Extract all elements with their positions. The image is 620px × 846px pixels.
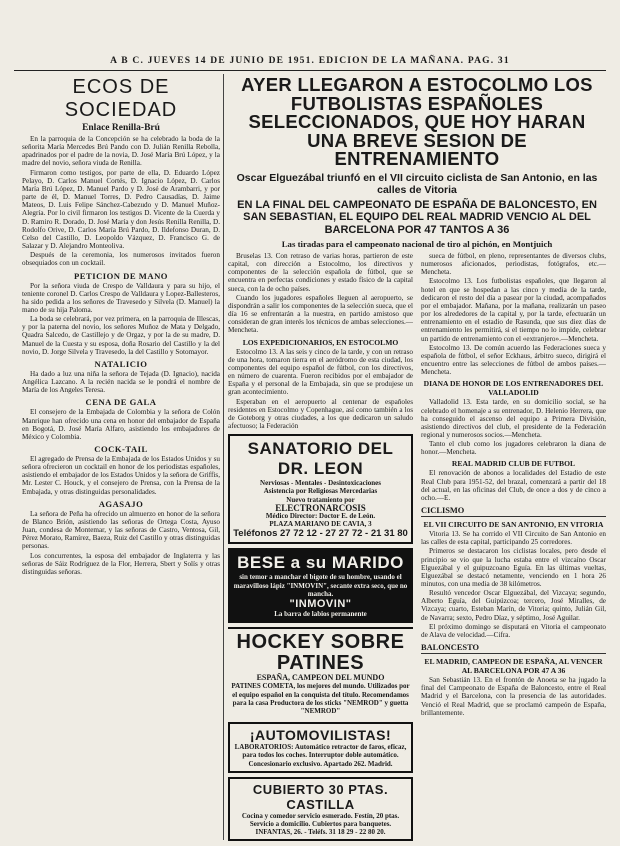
hockey-headline: ESPAÑA, CAMPEON DEL MUNDO: [256, 673, 385, 683]
brussels-paragraph: Cuando los jugadores españoles lleguen al aeropuerto, se dispondrán a salir los componentes de la selección sueca, que el día 16 se enfrentarán a la nuestra, en partido amistoso que consideran de gran interés los técnicos de ambas selecciones.—Mencheta.: [228, 293, 413, 335]
basketball-deck: EN LA FINAL DEL CAMPEONATO DE ESPAÑA DE BALONCESTO, EN SAN SEBASTIAN, EL EQUIPO DEL REAL MADRID VENCIO AL DEL BARCELONA POR 47 TANTOS A 36: [237, 198, 597, 236]
society-section-title: ECOS DE SOCIEDAD: [64, 76, 178, 121]
automobile-ad: [228, 722, 413, 773]
birth-paragraph: Ha dado a luz una niña la señora de Tejada (D. Ignacio), nacida Angélica Lazcano. A la recién nacida se le pondrá el nombre de María de los Angeles Teresa.: [22, 369, 220, 395]
wedding-paragraph: Firmaron como testigos, por parte de ella, D. Eduardo López Pelayo, D. Carlos Manuel Cortés, D. Ignacio López, D. Carlos María Brú López, D. Manuel Pardo y D. José de Arambarri, y por parte de él, D. Manuel Torres, D. Pedro Causadías, D. Jaime Mateos, D. Luis Felipe Sánchez-Cabezudo y D. Manuel Muñoz-Alegría. Por lo civil firmaron los testigos D. Vicente de la Cuerda y D. Ramiro R. Dorado, D. José María y don Jesús Renilla Renilla, D. Rodolfo Orive, D. Carlos María Brú Pardo, D. Ildefonso Duran, D. Celso del Castillo, D. Leopoldo Vázquez, D. Francisco G. de Salazar y D. Alejandro Monteoliva.: [22, 168, 220, 251]
bese-ad: [228, 548, 413, 623]
bese-text: sin temor a manchar el bigote de su hombre, usando el maravilloso lápiz "INMOVIN", secante extra seco, que no mancha.: [233, 573, 408, 598]
automobile-title: ¡AUTOMOVILISTAS!: [249, 727, 392, 744]
dinner-paragraph: El consejero de la Embajada de Colombia y la señora de Colón Manrique han ofrecido una cena en honor del embajador de España en Bogotá, D. José María Alfaro, asistiendo los embajadores de México y Colombia.: [22, 408, 220, 441]
shooting-paragraph: Tanto el club como los jugadores celebraron la diana de honor.—Mencheta.: [421, 440, 606, 457]
cycling-paragraph: El próximo domingo se disputará en Vitoria el campeonato de Alava de velocidad.—Cifra.: [421, 622, 606, 639]
header-rule: [14, 70, 606, 71]
cycling-deck: Oscar Elguezábal triunfó en el VII circuito ciclista de San Antonio, en las calles de Vitoria: [236, 171, 598, 196]
birth-title: NATALICIO: [94, 358, 148, 369]
cocktail-paragraph: El agregado de Prensa de la Embajada de los Estados Unidos y su señora ofrecieron un cocktail en honor de los periodistas españoles, asistiendo el embajador de los Estados Unidos y la señora de Griffis, Mr. Lester C. Houck, y el consejero de Prensa, con la Prensa de la Embajada, y otras distinguidas personalidades.: [22, 455, 220, 496]
cycling-paragraph: Primeros se destacaron los ciclistas locales, pero desde el principio se vio que la lucha estaba entre el vizcaíno Oscar Elguezábal y el guipuzcoano Eguía. En las últimas vueltas, Elguezábal se destacó netamente, venciendo en 1 hora 26 minutos, con una media de 38 kilómetros.: [421, 547, 606, 588]
running-head: A B C. JUEVES 14 DE JUNIO DE 1951. EDICION DE LA MAÑANA. PAG. 31: [110, 56, 510, 66]
dinner-title: CENA DE GALA: [85, 397, 157, 408]
pigeon-shooting-deck: Las tiradas para el campeonato nacional de tiro al pichón, en Montjuich: [281, 239, 553, 249]
automobile-text: LABORATORIOS: Automático retractor de faros, eficaz, para todos los coches. Interruptor doble automático. Concesionario exclusivo. Apartado 262. Madrid.: [234, 743, 407, 768]
two-column-body: [228, 252, 606, 844]
hockey-text: PATINES COMETA, los mejores del mundo. Utilizados por el equipo español en la conquista del título. Recomendamos para la casa Productora de los sticks "NEMROD" y guetta "NEMROD": [231, 682, 410, 715]
inner-right-column: [421, 252, 606, 844]
sanatorio-phones: Teléfonos 27 72 12 - 27 27 72 - 21 31 80: [233, 528, 408, 540]
basketball-label: BALONCESTO: [421, 643, 606, 654]
castilla-title: CUBIERTO 30 PTAS. CASTILLA: [252, 781, 389, 812]
sports-area: [228, 74, 606, 844]
football-paragraph: Estocolmo 13. De común acuerdo las Federaciones sueca y española de fútbol, el señor Eckhaus, árbitro sueco, dirigirá el encuentro entre las selecciones de fútbol de ambos países.—Mencheta.: [421, 343, 606, 377]
cocktail-title: COCK-TAIL: [94, 444, 148, 454]
column-divider: [223, 74, 224, 840]
petition-title: PETICION DE MANO: [74, 270, 168, 281]
basketball-title: EL MADRID, CAMPEON DE ESPAÑA, AL VENCER AL BARCELONA POR 47 A 36: [424, 657, 603, 676]
basketball-paragraph: San Sebastián 13. En el frontón de Anoeta se ha jugado la final del Campeonato de España de Baloncesto, entre el Real Madrid y el Barcelona, con la presencia de las autoridades. Venció el Real Madrid, que se proclamó campeón de España, brillantemente.: [421, 676, 606, 717]
hockey-title: HOCKEY SOBRE PATINES: [236, 631, 405, 675]
society-column: [22, 74, 220, 844]
wedding-paragraph: En la parroquia de la Concepción se ha celebrado la boda de la señorita María Mercedes Brú Pando con D. Julián Renilla Rebolla, apadrinados por el padre de la novia, D. José María Brú López, y la madre del novio, señora viuda de Renilla.: [22, 135, 220, 168]
bese-tagline: La barra de labios permanente: [274, 609, 367, 618]
real-madrid-title: REAL MADRID CLUB DE FUTBOL: [451, 459, 576, 469]
wedding-paragraph: Después de la ceremonia, los numerosos invitados fueron obsequiados con un cocktail.: [22, 251, 220, 268]
cycling-label: CICLISMO: [421, 506, 606, 517]
sanatorio-line: Nerviosas - Mentales - Desintoxicaciones: [260, 479, 381, 488]
homage-paragraph: La señora de Peña ha ofrecido un almuerzo en honor de la señora de Blanco Brión, asistiendo las señoras de Ortega Costa, Ayuso Juan, condesa de Montemar, y las señoras de Castro, Ventosa, Gil, Pérez Morato, Ramírez, Baeza, Ruiz del Castillo y otras distinguidas personas.: [22, 509, 220, 551]
castilla-ad: [228, 777, 413, 842]
sanatorio-line: Médico Director: Doctor E. de León.: [265, 511, 376, 520]
expedition-paragraph: Estocolmo 13. A las seis y cinco de la tarde, y con un retraso de una hora, tomaron tierra en el aeródromo de esta ciudad, los componentes del equipo español de fútbol, con los directivos, en número de cuarenta. Fueron recibidos por el embajador de España y el personal de la Embajada, sin que se produjese un gran acontecimiento.: [228, 347, 413, 397]
sanatorio-ad: [228, 434, 413, 544]
sanatorio-line: ELECTRONARCOSIS: [275, 502, 366, 513]
wedding-title: Enlace Renilla-Brú: [82, 123, 160, 133]
petition-paragraph: Por la señora viuda de Crespo de Valldaura y para su hijo, el teniente coronel D. Carlos Crespo de Valldaura y Lopez-Ballesteros, ha sido pedida a los señores de Travesedo y Silvela (D. Manuel) la mano de su hija Paloma.: [22, 281, 220, 314]
shooting-title: DIANA DE HONOR DE LOS ENTRENADORES DEL VALLADOLID: [423, 379, 604, 398]
sanatorio-name: SANATORIO DEL DR. LEON: [247, 439, 394, 479]
cycling-title: EL VII CIRCUITO DE SAN ANTONIO, EN VITORIA: [423, 520, 604, 530]
football-paragraph: sueca de fútbol, en pleno, representantes de diversos clubs, numerosos aficionados, periodistas, fotógrafos, etc.—Mencheta.: [421, 252, 606, 277]
expedition-paragraph: Esperaban en el aeropuerto al centenar de españoles residentes en Estocolmo y Copenhague, así como también a los de Goteborg y otras ciudades, a los que dedicaron un saludo afectuoso; la Federación: [228, 397, 413, 430]
main-headline: AYER LLEGARON A ESTOCOLMO LOS FUTBOLISTAS ESPAÑOLES SELECCIONADOS, QUE HOY HARAN UNA BREVE SESION DE ENTRENAMIENTO: [241, 74, 593, 169]
homage-paragraph: Los concurrentes, la esposa del embajador de Inglaterra y las señoras de Sáiz Rodríguez de la Flor, Herrera, Sbert y Solís y otras distinguidas señoras.: [22, 551, 220, 576]
homage-title: AGASAJO: [98, 498, 144, 509]
inner-left-column: [228, 252, 413, 844]
hockey-ad: [228, 627, 413, 718]
castilla-text: Cocina y comedor servicio esmerado. Festín, 20 ptas. Servicio a domicilio. Cubiertos para banquetes. INFANTAS, 26. - Teléfs. 31 18 29 - 22 80 20.: [241, 811, 400, 837]
sanatorio-address: PLAZA MARIANO DE CAVIA, 3: [269, 520, 372, 529]
sanatorio-line: Asistencia por Religiosas Mercedarias: [263, 487, 378, 496]
cycling-paragraph: Vitoria 13. Se ha corrido el VII Circuito de San Antonio en las calles de esta capital, participando 25 corredores.: [421, 530, 606, 547]
shooting-paragraph: Valladolid 13. Esta tarde, en su domicilio social, se ha celebrado el homenaje a su entrenador, D. Helenio Herrera, que ha conseguido el ascenso del equipo a Primera División, asistiendo directivos del club, el presidente de la Federación regional y numerosos socios.—Mencheta.: [421, 398, 606, 439]
cycling-paragraph: Resultó vencedor Oscar Elguezábal, del Vizcaya; segundo, Alberto Eguía, del Guipúzcoa; tercero, José Miralles, de Vizcaya; cuarto, Esteban Marín, de Vitoria; quinto, Julián Gil, de Navarra; sexto, Pedro Díaz, y séptimo, José Aguilar.: [421, 589, 606, 622]
bese-brand: "INMOVIN": [289, 597, 352, 610]
brussels-paragraph: Bruselas 13. Con retraso de varias horas, partieron de este capital, con dirección a Estocolmo, los directivos y componentes de la selección española de fútbol, que se encuentra en perfectas condiciones y estado físico de la capital sueca, con la de ocho países.: [228, 252, 413, 293]
petition-paragraph: La boda se celebrará, por vez primera, en la parroquia de Illescas, y por la paterna del novio, los señores Muñoz de Mata y Delgado, Quadra Salcedo, de Castillejo y de Orgaz, y por la de su madre, D. Manuel de la Cuesta y su esposa, doña Rosario del Castillo y la del novio, D. Jorge Silvela y Travesedo, la del Castillo y Sotomayor.: [22, 315, 220, 356]
expedition-title: LOS EXPEDICIONARIOS, EN ESTOCOLMO: [242, 337, 399, 347]
real-madrid-paragraph: El renovación de abonos a localidades del Estadio de este Real Club para 1951-52, del brazal, comenzará a partir del 18 del actual, en las oficinas del Club, de once a dos y de cinco a ocho.—E.: [421, 469, 606, 502]
football-paragraph: Estocolmo 13. Los futbolistas españoles, que llegaron al hotel en que se hospedan a las cinco y media de la tarde, dedicaron el resto del día a pasear por la ciudad, acompañados por el embajador. Mañana, por la mañana, realizarán un paseo por los alrededores de la capital y, por la tarde, efectuarán un entrenamiento en el estadio de Rasunda, que sus diez días de entrenamiento les permitirá, si el tiempo no lo impide, celebrar un partido de entrenamiento con el «extranjero».—Mencheta.: [421, 277, 606, 343]
sanatorio-line: Nuevo tratamiento por: [286, 495, 355, 504]
bese-title: BESE a su MARIDO: [237, 553, 404, 573]
